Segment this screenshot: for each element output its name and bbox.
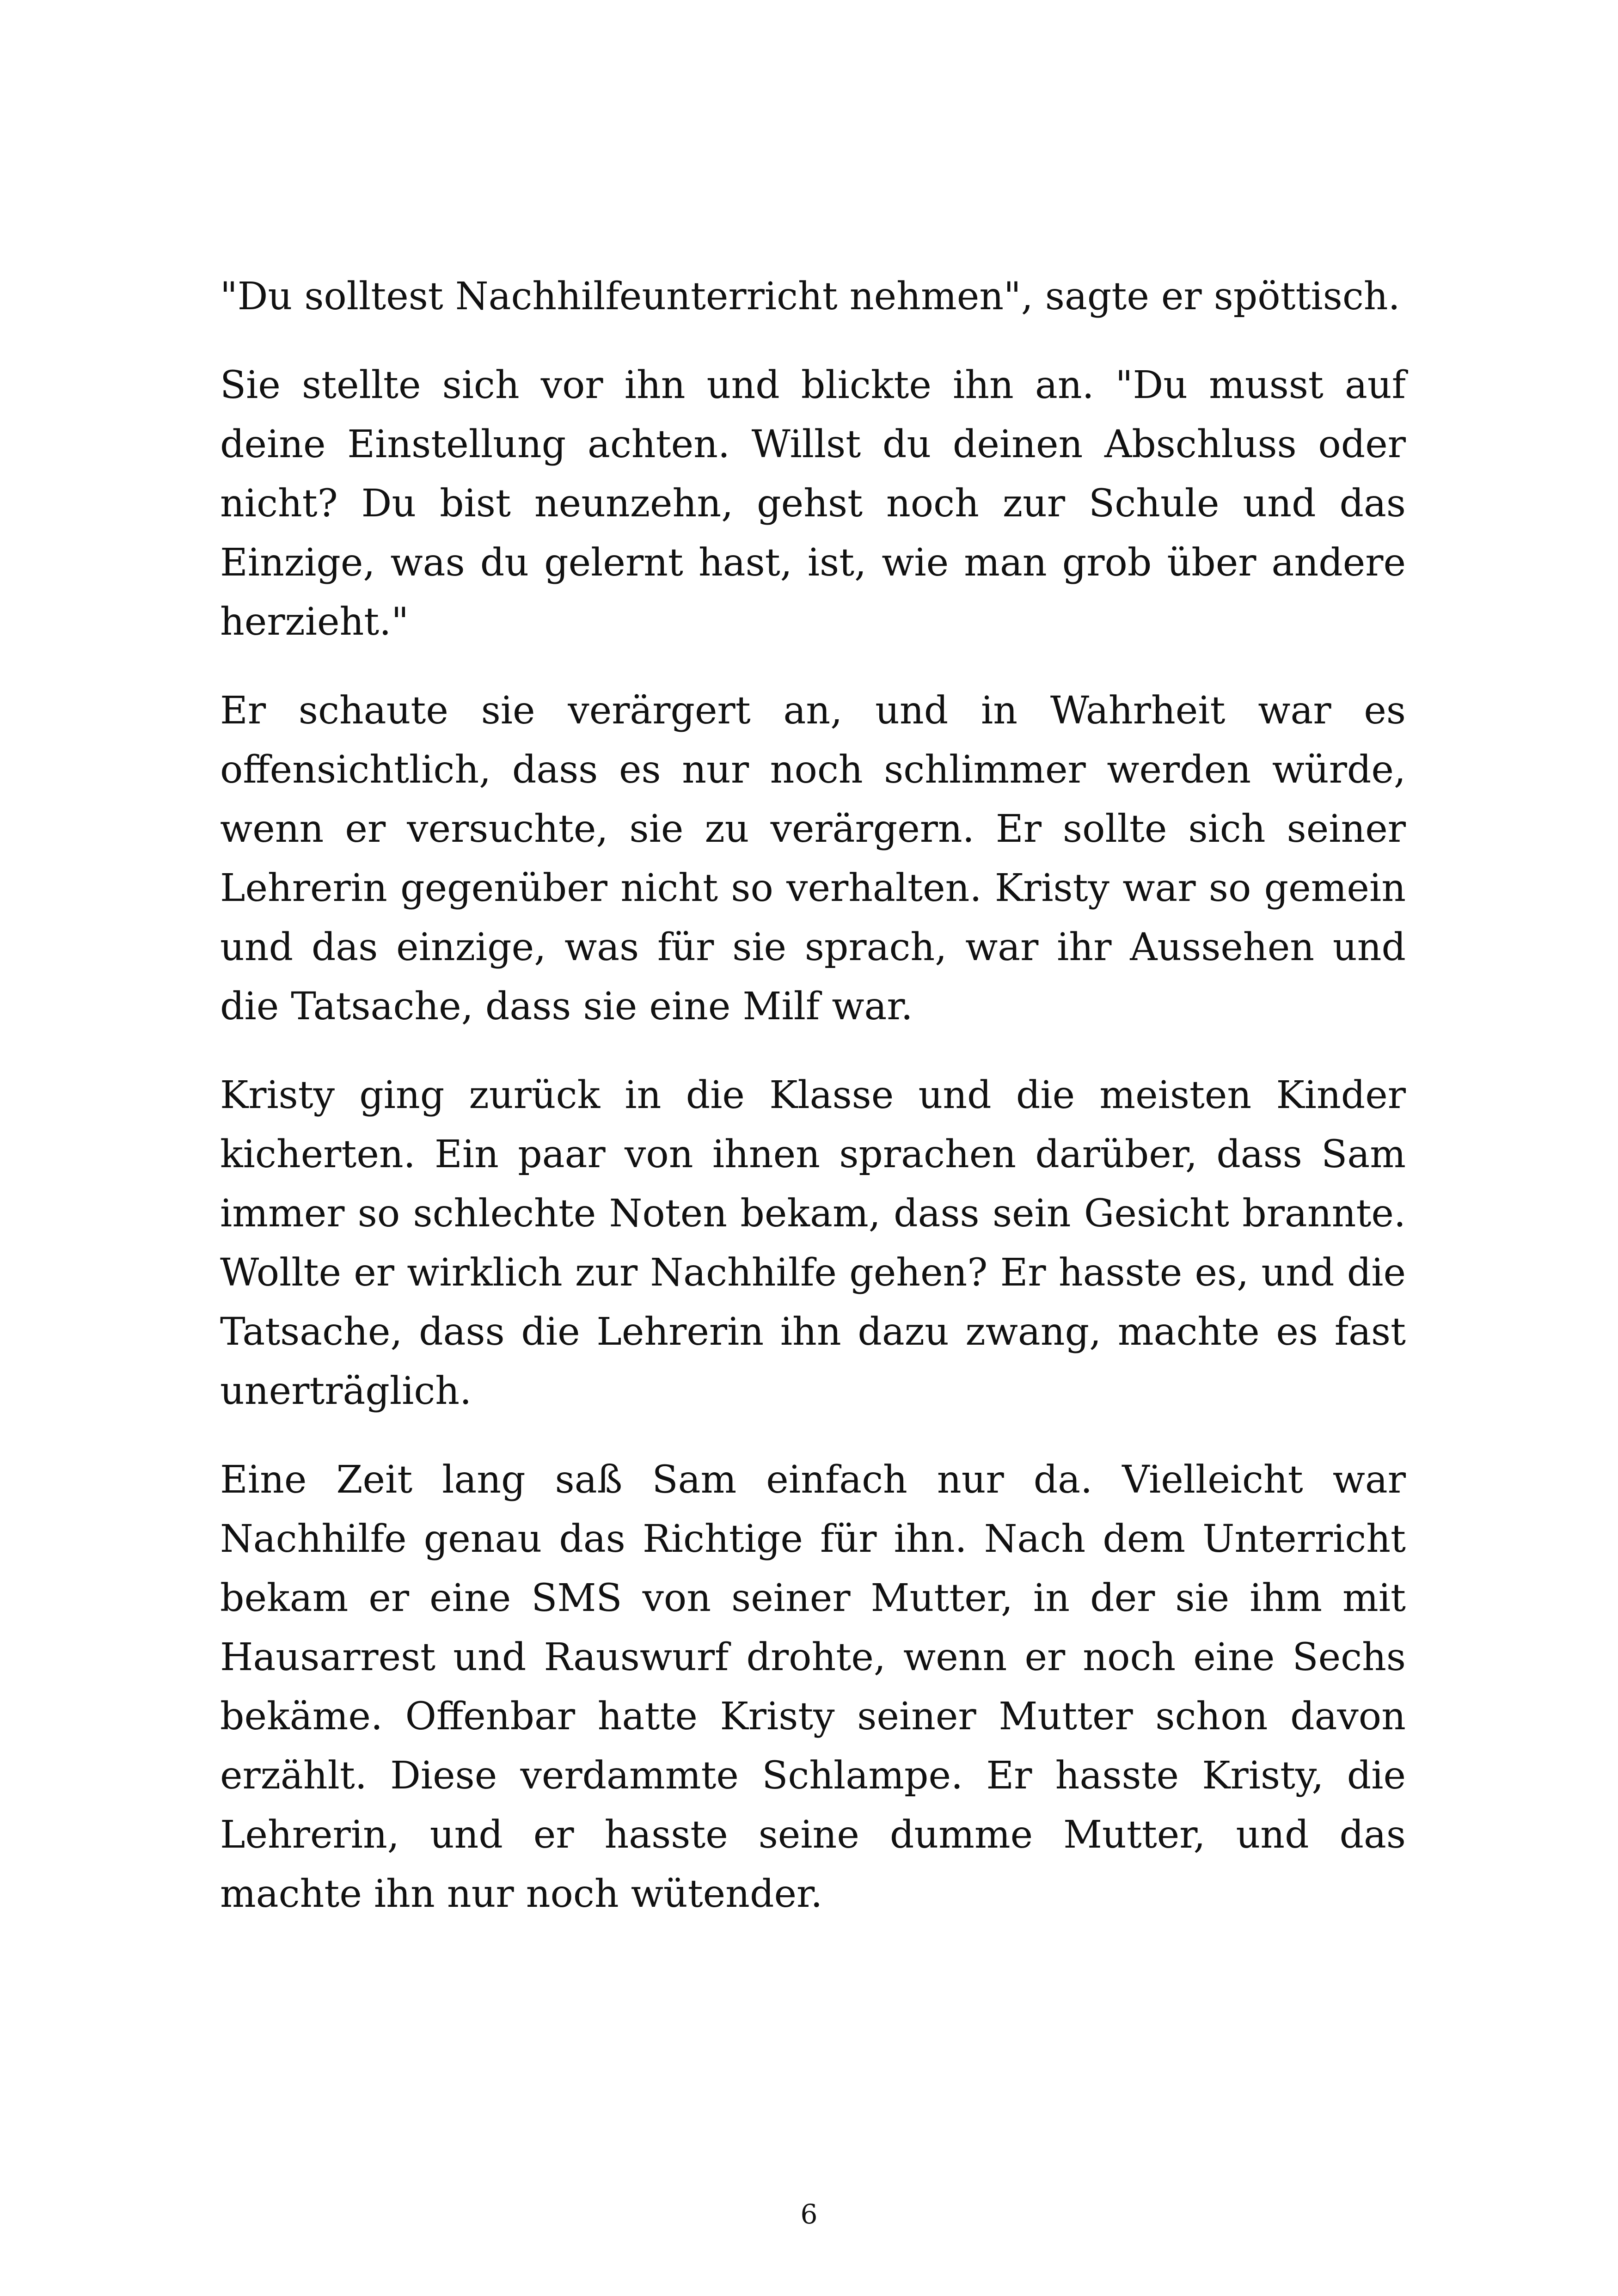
paragraph-2: Sie stellte sich vor ihn und blickte ihn an. "Du musst auf deine Einstellung achten. Willst du deinen Abschluss oder nicht? Du bist neunzehn, gehst noch zur Schule und das Einzige, was du gelernt hast, ist, wie man grob über andere herzieht." <box>220 363 1406 644</box>
paragraph-4: Kristy ging zurück in die Klasse und die meisten Kinder kicherten. Ein paar von ihnen sprachen darüber, dass Sam immer so schlechte Noten bekam, dass sein Gesicht brannte. Wollte er wirklich zur Nachhilfe gehen? Er hasste es, und die Tatsache, dass die Lehrerin ihn dazu zwang, machte es fast unerträglich. <box>220 1073 1406 1413</box>
page-number: 6 <box>800 2198 818 2230</box>
body-text <box>220 267 1406 1924</box>
paragraph-5: Eine Zeit lang saß Sam einfach nur da. Vielleicht war Nachhilfe genau das Richtige für ihn. Nach dem Unterricht bekam er eine SMS von seiner Mutter, in der sie ihm mit Hausarrest und Rauswurf drohte, wenn er noch eine Sechs bekäme. Offenbar hatte Kristy seiner Mutter schon davon erzählt. Diese verdammte Schlampe. Er hasste Kristy, die Lehrerin, und er hasste seine dumme Mutter, und das machte ihn nur noch wütender. <box>220 1458 1406 1916</box>
paragraph-1: "Du solltest Nachhilfeunterricht nehmen", sagte er spöttisch. <box>220 275 1400 318</box>
paragraph-3: Er schaute sie verärgert an, und in Wahrheit war es offensichtlich, dass es nur noch schlimmer werden würde, wenn er versuchte, sie zu verärgern. Er sollte sich seiner Lehrerin gegenüber nicht so verhalten. Kristy war so gemein und das einzige, was für sie sprach, war ihr Aussehen und die Tatsache, dass sie eine Milf war. <box>220 689 1406 1029</box>
